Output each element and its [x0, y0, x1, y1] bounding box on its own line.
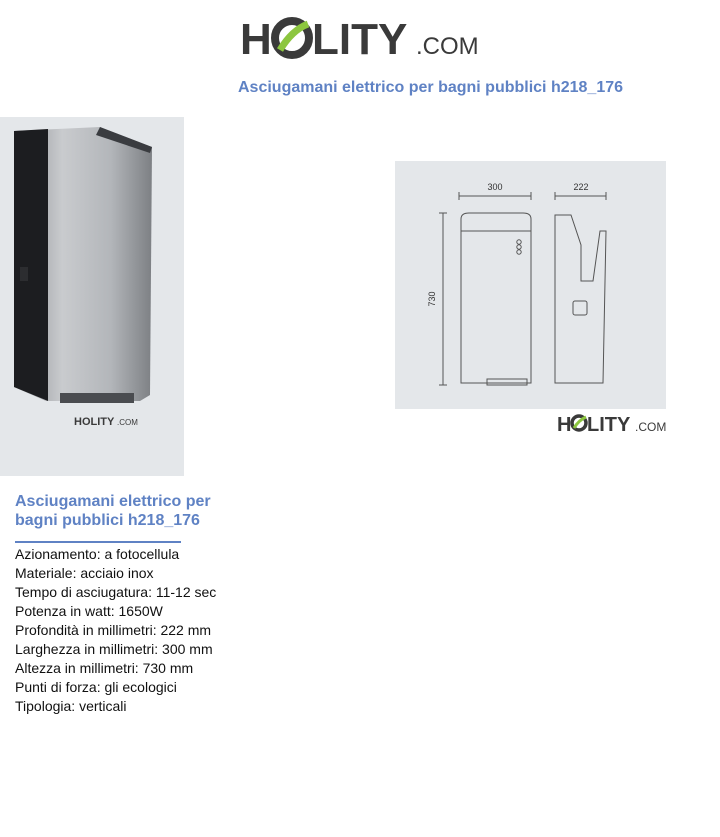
spec-item: Potenza in watt: 1650W [15, 603, 163, 619]
svg-text:.COM: .COM [635, 420, 667, 434]
logo-suffix: .COM [416, 33, 479, 60]
spec-list [15, 545, 216, 716]
svg-text:H: H [557, 414, 572, 436]
product-photo [0, 117, 184, 476]
hand-dryer-image [14, 127, 152, 403]
spec-item: Punti di forza: gli ecologici [15, 679, 177, 695]
photo-watermark-logo [74, 416, 138, 428]
spec-item: Profondità in millimetri: 222 mm [15, 622, 212, 638]
brand-logo[interactable] [238, 10, 488, 68]
product-title: Asciugamani elettrico per bagni pubblici h218_176 [15, 493, 211, 529]
logo-letter-h: H [240, 15, 272, 64]
spec-item: Tempo di asciugatura: 11-12 sec [15, 584, 217, 600]
logo-o-icon [275, 21, 309, 55]
page-title: Asciugamani elettrico per bagni pubblici h218_176 [238, 79, 624, 96]
spec-item: Materiale: acciaio inox [15, 565, 154, 581]
spec-item: Tipologia: verticali [15, 698, 127, 714]
width-dimension-label: 300 [487, 182, 503, 192]
logo-word: LITY [312, 15, 408, 64]
depth-dimension-label: 222 [573, 182, 589, 192]
drawing-watermark-logo [556, 410, 670, 436]
spec-item: Altezza in millimetri: 730 mm [15, 660, 194, 676]
svg-text:LITY: LITY [587, 414, 631, 436]
svg-text:.COM: .COM [117, 418, 138, 427]
technical-drawing [395, 161, 666, 409]
height-dimension-label: 730 [427, 291, 437, 307]
title-divider [15, 541, 181, 543]
spec-item: Azionamento: a fotocellula [15, 546, 180, 562]
spec-item: Larghezza in millimetri: 300 mm [15, 641, 213, 657]
svg-text:HOLITY: HOLITY [74, 416, 115, 428]
